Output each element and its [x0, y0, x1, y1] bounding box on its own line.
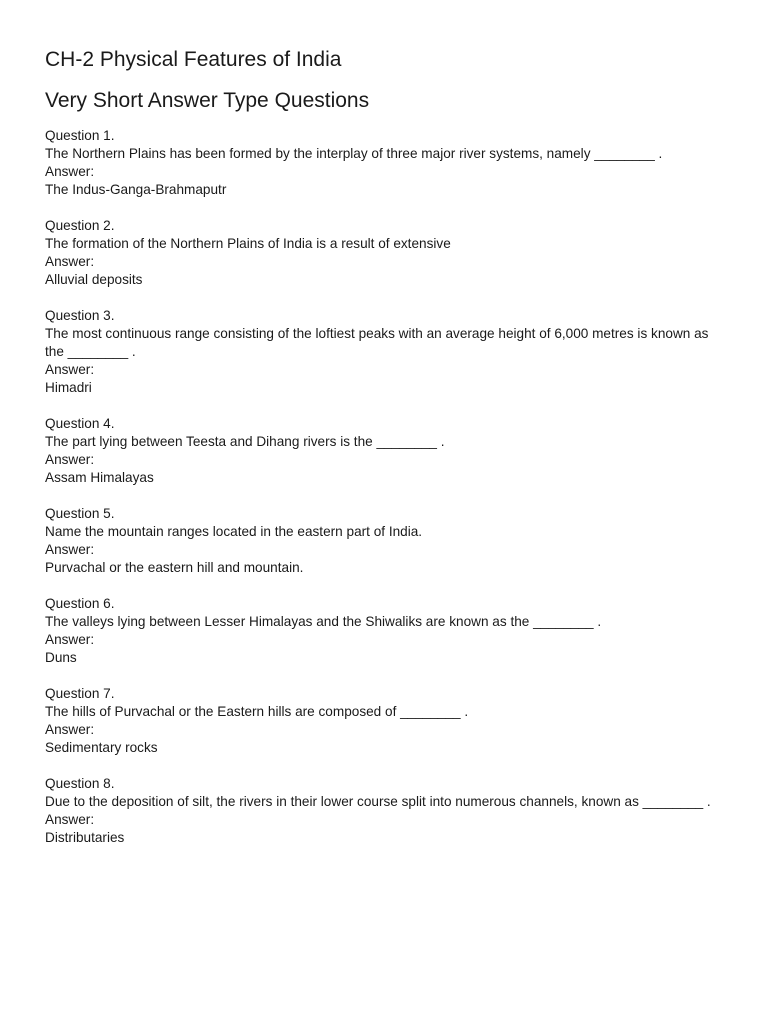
answer-label: Answer: [45, 542, 95, 557]
question-label: Question 4. [45, 416, 115, 431]
answer-label: Answer: [45, 362, 95, 377]
question-block-6 [45, 595, 725, 667]
question-label: Question 8. [45, 776, 115, 791]
question-block-2 [45, 217, 725, 289]
document-title: CH-2 Physical Features of India [45, 48, 342, 71]
question-label: Question 6. [45, 596, 115, 611]
answer-text: Himadri [45, 380, 92, 395]
question-text: The valleys lying between Lesser Himalayas and the Shiwaliks are known as the ________ . [45, 614, 602, 629]
answer-label: Answer: [45, 722, 95, 737]
answer-text: The Indus-Ganga-Brahmaputr [45, 182, 227, 197]
answer-text: Assam Himalayas [45, 470, 154, 485]
question-label: Question 5. [45, 506, 115, 521]
question-text: The part lying between Teesta and Dihang rivers is the ________ . [45, 434, 445, 449]
question-block-5 [45, 505, 725, 577]
question-label: Question 2. [45, 218, 115, 233]
question-label: Question 1. [45, 128, 115, 143]
answer-text: Sedimentary rocks [45, 740, 158, 755]
question-text: The Northern Plains has been formed by the interplay of three major river systems, namely ________ . [45, 146, 663, 161]
question-block-1 [45, 127, 725, 199]
answer-text: Purvachal or the eastern hill and mountain. [45, 560, 304, 575]
question-block-7 [45, 685, 725, 757]
question-text: The hills of Purvachal or the Eastern hills are composed of ________ . [45, 704, 469, 719]
question-block-8 [45, 775, 725, 847]
question-label: Question 3. [45, 308, 115, 323]
document-page [45, 45, 725, 847]
question-text: Due to the deposition of silt, the rivers in their lower course split into numerous channels, known as ________ . [45, 794, 711, 809]
answer-label: Answer: [45, 632, 95, 647]
section-heading: Very Short Answer Type Questions [45, 89, 370, 112]
answer-label: Answer: [45, 254, 95, 269]
answer-label: Answer: [45, 812, 95, 827]
question-label: Question 7. [45, 686, 115, 701]
question-block-3 [45, 307, 725, 397]
question-text: Name the mountain ranges located in the eastern part of India. [45, 524, 423, 539]
answer-label: Answer: [45, 164, 95, 179]
answer-text: Alluvial deposits [45, 272, 143, 287]
question-block-4 [45, 415, 725, 487]
question-text: The most continuous range consisting of the loftiest peaks with an average height of 6,000 metres is known as the ________ . [45, 326, 709, 359]
answer-label: Answer: [45, 452, 95, 467]
answer-text: Duns [45, 650, 77, 665]
answer-text: Distributaries [45, 830, 125, 845]
question-text: The formation of the Northern Plains of India is a result of extensive [45, 236, 451, 251]
